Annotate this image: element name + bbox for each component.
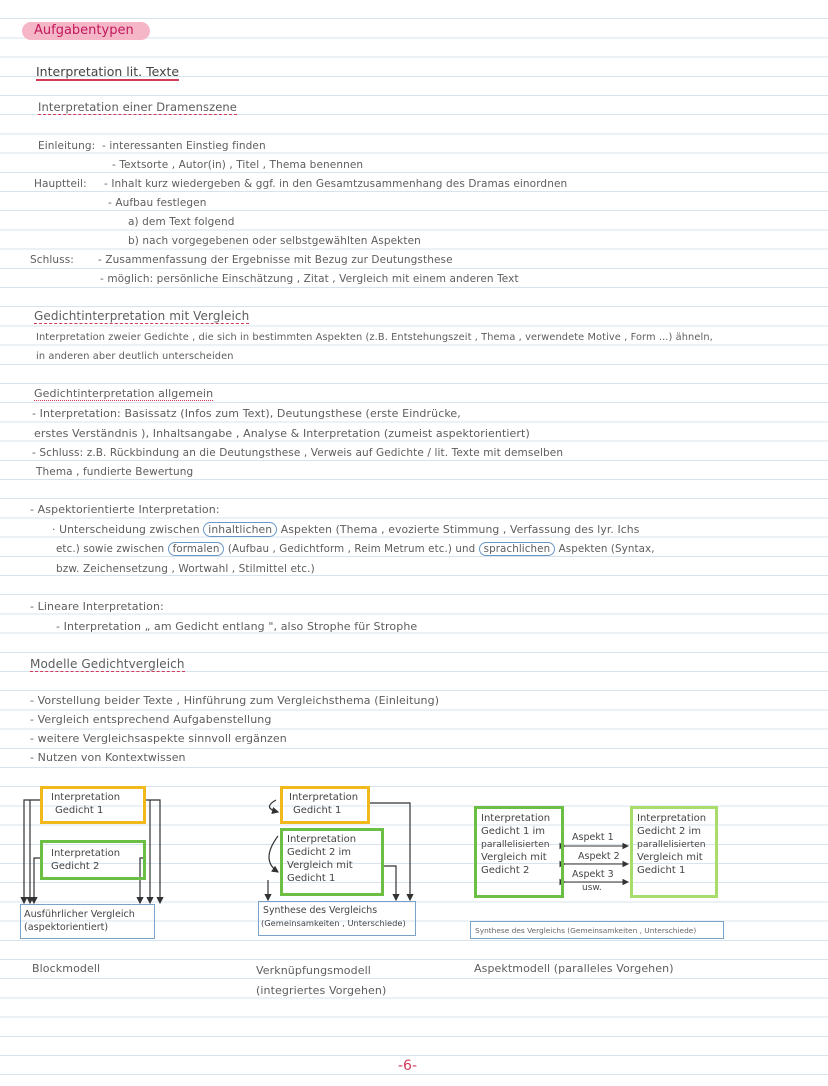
drama-line: - Zusammenfassung der Ergebnisse mit Bezug zur Deutungsthese — [98, 254, 453, 266]
allgemein-line: - Interpretation: Basissatz (Infos zum Text), Deutungsthese (erste Eindrücke, — [32, 407, 461, 420]
modelle-item: - Nutzen von Kontextwissen — [30, 751, 186, 764]
allgemein-line: Thema , fundierte Bewertung — [36, 466, 194, 478]
box-line: Interpretation — [289, 792, 359, 803]
block-result-box — [20, 904, 155, 939]
allgemein-line: - Schluss: z.B. Rückbindung an die Deutungsthese , Verweis auf Gedichte / lit. Texte mit demselben — [32, 447, 564, 459]
box-line: Ausführlicher Vergleich — [24, 909, 135, 920]
box-line: Synthese des Vergleichs (Gemeinsamkeiten , Unterschiede) — [475, 926, 697, 935]
modelle-item: - weitere Vergleichsaspekte sinnvoll ergänzen — [30, 732, 287, 745]
circled-word-formal: formalen — [168, 542, 225, 556]
box-line: Vergleich mit — [637, 852, 703, 863]
aspekt-text: (Aufbau , Gedichtform , Reim Metrum etc.) und — [227, 543, 476, 555]
drama-label-schluss: Schluss: — [30, 254, 74, 266]
drama-line: - Aufbau festlegen — [108, 197, 207, 209]
linear-line: - Interpretation „ am Gedicht entlang ", also Strophe für Strophe — [56, 620, 418, 633]
box-line: Interpretation — [51, 848, 121, 859]
aspekt-box-gedicht-2 — [630, 806, 718, 898]
box-line: Gedicht 1 — [637, 865, 686, 876]
modelle-item: - Vergleich entsprechend Aufgabenstellung — [30, 713, 272, 726]
block-box-gedicht-2 — [40, 840, 146, 880]
box-line: Vergleich mit — [287, 860, 353, 871]
caption-verknuepfungsmodell-sub: (integriertes Vorgehen) — [256, 984, 387, 997]
box-line: Gedicht 1 im — [481, 826, 546, 837]
box-line: (aspektorientiert) — [24, 922, 109, 933]
box-line: Interpretation — [637, 813, 707, 824]
drama-line: - Textsorte , Autor(in) , Titel , Thema benennen — [112, 159, 364, 171]
circled-word-sprachlich: sprachlichen — [479, 542, 556, 556]
box-line: Synthese des Vergleichs — [263, 905, 378, 916]
page-number: -6- — [398, 1058, 418, 1074]
drama-line: - möglich: persönliche Einschätzung , Zitat , Vergleich mit einem anderen Text — [100, 273, 519, 285]
verknuepfung-result-box — [258, 901, 416, 936]
box-line: Vergleich mit — [481, 852, 547, 863]
circled-word-inhaltlich: inhaltlichen — [203, 522, 277, 537]
box-line: Gedicht 2 — [481, 865, 530, 876]
section-title: Interpretation lit. Texte — [36, 64, 180, 79]
drama-line: b) nach vorgegebenen oder selbstgewählten Aspekten — [128, 235, 421, 247]
caption-verknuepfungsmodell: Verknüpfungsmodell — [256, 964, 371, 977]
drama-title: Interpretation einer Dramenszene — [38, 100, 237, 114]
drama-line: - Inhalt kurz wiedergeben & ggf. in den Gesamtzusammenhang des Dramas einordnen — [104, 178, 568, 190]
aspekt-text: Aspekten (Thema , evozierte Stimmung , Verfassung des lyr. Ichs — [280, 523, 640, 536]
box-line: parallelisierten — [481, 839, 550, 850]
aspect-label: Aspekt 3 — [572, 869, 614, 880]
caption-blockmodell: Blockmodell — [32, 962, 101, 975]
vergleich-line: Interpretation zweier Gedichte , die sich in bestimmten Aspekten (z.B. Entstehungszeit , Thema , verwendete Motive , Form ...) ähneln, — [36, 332, 713, 343]
aspekt-title: - Aspektorientierte Interpretation: — [30, 503, 220, 516]
aspekt-line-3: bzw. Zeichensetzung , Wortwahl , Stilmittel etc.) — [56, 563, 315, 575]
drama-label-einleitung: Einleitung: — [38, 140, 96, 152]
box-line: Gedicht 2 — [51, 861, 100, 872]
aspect-label: Aspekt 2 — [578, 851, 620, 862]
verknuepfung-box-gedicht-2 — [280, 828, 384, 896]
aspect-label: Aspekt 1 — [572, 832, 614, 843]
aspekt-text: · Unterscheidung zwischen — [52, 523, 200, 536]
linear-title: - Lineare Interpretation: — [30, 600, 164, 613]
aspect-label: usw. — [582, 883, 602, 893]
vergleich-line: in anderen aber deutlich unterscheiden — [36, 351, 234, 362]
vergleich-title: Gedichtinterpretation mit Vergleich — [34, 309, 250, 323]
allgemein-title: Gedichtinterpretation allgemein — [34, 387, 214, 400]
box-line: Gedicht 2 im — [287, 847, 352, 858]
box-line: (Gemeinsamkeiten , Unterschiede) — [261, 918, 406, 928]
drama-line: a) dem Text folgend — [128, 216, 235, 228]
allgemein-line: erstes Verständnis ), Inhaltsangabe , Analyse & Interpretation (zumeist aspektorientiert) — [34, 427, 530, 440]
aspekt-text: etc.) sowie zwischen — [56, 543, 165, 555]
box-line: Interpretation — [51, 792, 121, 803]
box-line: Gedicht 1 — [293, 805, 342, 816]
box-line: Interpretation — [481, 813, 551, 824]
aspekt-result-box — [470, 921, 724, 939]
box-line: Gedicht 2 im — [637, 826, 702, 837]
drama-line: - interessanten Einstieg finden — [102, 140, 266, 152]
drama-label-hauptteil: Hauptteil: — [34, 178, 87, 190]
modelle-item: - Vorstellung beider Texte , Hinführung zum Vergleichsthema (Einleitung) — [30, 694, 440, 707]
box-line: Gedicht 1 — [55, 805, 104, 816]
page-heading: Aufgabentypen — [34, 23, 134, 38]
box-line: Interpretation — [287, 834, 357, 845]
box-line: parallelisierten — [637, 839, 706, 850]
caption-aspektmodell: Aspektmodell (paralleles Vorgehen) — [474, 962, 674, 975]
modelle-title: Modelle Gedichtvergleich — [30, 657, 185, 671]
verknuepfung-box-gedicht-1 — [280, 786, 370, 824]
box-line: Gedicht 1 — [287, 873, 336, 884]
block-box-gedicht-1 — [40, 786, 146, 824]
aspekt-box-gedicht-1 — [474, 806, 564, 898]
aspekt-text: Aspekten (Syntax, — [558, 543, 655, 555]
